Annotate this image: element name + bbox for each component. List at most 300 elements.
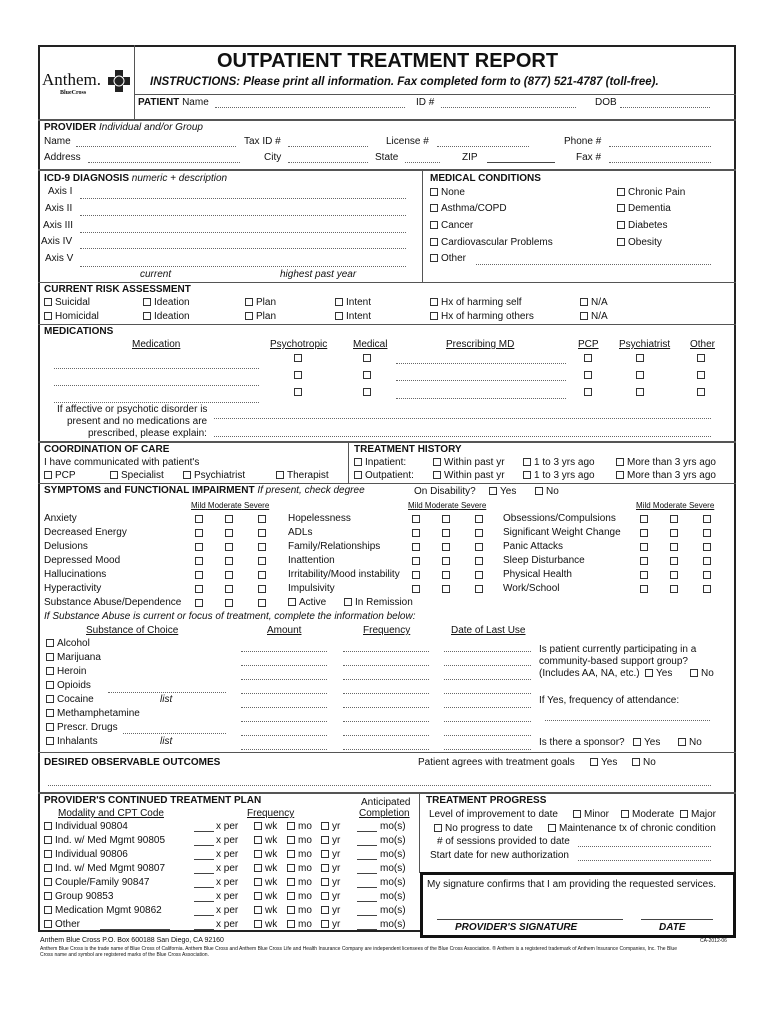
substance-marijuana[interactable]: Marijuana <box>46 652 101 664</box>
attendance-field[interactable] <box>545 720 710 721</box>
checkbox[interactable] <box>321 850 329 858</box>
modality-option[interactable]: Ind. w/ Med Mgmt 90807 <box>44 863 165 875</box>
modality-option[interactable]: Group 90853 <box>44 891 113 903</box>
psychotropic-checkbox[interactable] <box>294 388 302 396</box>
condition-none[interactable]: None <box>430 187 465 199</box>
checkbox[interactable] <box>254 864 262 872</box>
sessions-field[interactable] <box>578 846 711 847</box>
freq-count-field[interactable] <box>194 873 214 874</box>
checkbox[interactable] <box>678 738 686 746</box>
mild-checkbox[interactable] <box>195 557 203 565</box>
mo-option[interactable]: mo <box>287 905 312 917</box>
checkbox[interactable] <box>621 810 629 818</box>
yr-option[interactable]: yr <box>321 877 340 889</box>
last-use-field[interactable] <box>444 707 531 708</box>
severe-checkbox[interactable] <box>258 571 266 579</box>
checkbox[interactable] <box>46 695 54 703</box>
condition-obesity[interactable]: Obesity <box>617 237 662 249</box>
moderate-checkbox[interactable] <box>225 599 233 607</box>
risk-homicidal[interactable]: Homicidal <box>44 311 99 323</box>
outcomes-field[interactable] <box>48 785 711 786</box>
checkbox[interactable] <box>321 864 329 872</box>
dob-field[interactable] <box>620 107 710 108</box>
risk-suicidal[interactable]: Suicidal <box>44 297 90 309</box>
freq-count-field[interactable] <box>194 845 214 846</box>
severe-checkbox[interactable] <box>703 557 711 565</box>
moderate-checkbox[interactable] <box>225 529 233 537</box>
moderate-checkbox[interactable] <box>670 515 678 523</box>
signature-field[interactable] <box>437 919 623 920</box>
checkbox[interactable] <box>288 598 296 606</box>
checkbox[interactable] <box>430 188 438 196</box>
last-use-field[interactable] <box>444 679 531 680</box>
medication-field[interactable] <box>54 385 259 386</box>
freq-count-field[interactable] <box>194 915 214 916</box>
completion-field[interactable] <box>357 831 377 832</box>
condition-other[interactable]: Other <box>430 253 466 265</box>
checkbox[interactable] <box>46 639 54 647</box>
risk-s-ideation[interactable]: Ideation <box>143 297 190 309</box>
checkbox[interactable] <box>254 878 262 886</box>
mild-checkbox[interactable] <box>412 529 420 537</box>
patient-id-field[interactable] <box>441 107 576 108</box>
moderate-checkbox[interactable] <box>225 571 233 579</box>
mild-checkbox[interactable] <box>412 571 420 579</box>
modality-option[interactable]: Ind. w/ Med Mgmt 90805 <box>44 835 165 847</box>
severe-checkbox[interactable] <box>703 543 711 551</box>
risk-s-na[interactable]: N/A <box>580 297 608 309</box>
outpatient-within-yr[interactable]: Within past yr <box>433 470 505 482</box>
last-use-field[interactable] <box>444 749 531 750</box>
wk-option[interactable]: wk <box>254 821 277 833</box>
taxid-field[interactable] <box>288 146 368 147</box>
checkbox[interactable] <box>335 312 343 320</box>
checkbox[interactable] <box>46 653 54 661</box>
checkbox[interactable] <box>287 906 295 914</box>
substance-heroin[interactable]: Heroin <box>46 666 86 678</box>
inpatient-1-3-yrs[interactable]: 1 to 3 yrs ago <box>523 457 595 469</box>
checkbox[interactable] <box>46 737 54 745</box>
fax-field[interactable] <box>609 162 711 163</box>
other-checkbox[interactable] <box>697 371 705 379</box>
moderate-checkbox[interactable] <box>442 515 450 523</box>
checkbox[interactable] <box>44 822 52 830</box>
mild-checkbox[interactable] <box>412 585 420 593</box>
checkbox[interactable] <box>143 312 151 320</box>
mild-checkbox[interactable] <box>640 515 648 523</box>
completion-field[interactable] <box>357 929 377 930</box>
modality-option[interactable]: Individual 90804 <box>44 821 128 833</box>
amount-field[interactable] <box>241 735 327 736</box>
completion-field[interactable] <box>357 901 377 902</box>
moderate-checkbox[interactable] <box>442 543 450 551</box>
moderate-checkbox[interactable] <box>442 557 450 565</box>
checkbox[interactable] <box>321 920 329 928</box>
checkbox[interactable] <box>287 920 295 928</box>
psychotropic-checkbox[interactable] <box>294 354 302 362</box>
checkbox[interactable] <box>430 312 438 320</box>
amount-field[interactable] <box>241 707 327 708</box>
moderate-checkbox[interactable] <box>670 585 678 593</box>
checkbox[interactable] <box>254 836 262 844</box>
checkbox[interactable] <box>287 836 295 844</box>
checkbox[interactable] <box>245 312 253 320</box>
checkbox[interactable] <box>44 878 52 886</box>
wk-option[interactable]: wk <box>254 877 277 889</box>
amount-field[interactable] <box>241 665 327 666</box>
wk-option[interactable]: wk <box>254 919 277 931</box>
checkbox[interactable] <box>616 471 624 479</box>
medical-checkbox[interactable] <box>363 388 371 396</box>
level-major[interactable]: Major <box>680 809 716 821</box>
substance-inhalants[interactable]: Inhalants <box>46 736 98 748</box>
axis-2-field[interactable] <box>80 215 406 216</box>
checkbox[interactable] <box>335 298 343 306</box>
checkbox[interactable] <box>617 221 625 229</box>
checkbox[interactable] <box>254 906 262 914</box>
yr-option[interactable]: yr <box>321 849 340 861</box>
severe-checkbox[interactable] <box>258 543 266 551</box>
level-minor[interactable]: Minor <box>573 809 609 821</box>
checkbox[interactable] <box>276 471 284 479</box>
risk-h-ideation[interactable]: Ideation <box>143 311 190 323</box>
city-field[interactable] <box>288 162 368 163</box>
mild-checkbox[interactable] <box>640 557 648 565</box>
prescribing-md-field[interactable] <box>396 380 566 381</box>
support-yes[interactable]: Yes <box>645 668 672 680</box>
checkbox[interactable] <box>321 878 329 886</box>
prescribing-md-field[interactable] <box>396 363 566 364</box>
pcp-checkbox[interactable] <box>584 388 592 396</box>
pcp-checkbox[interactable] <box>584 371 592 379</box>
checkbox[interactable] <box>46 709 54 717</box>
zip-field[interactable] <box>487 162 555 163</box>
checkbox[interactable] <box>430 204 438 212</box>
checkbox[interactable] <box>680 810 688 818</box>
medication-field[interactable] <box>54 368 259 369</box>
moderate-checkbox[interactable] <box>442 529 450 537</box>
axis-5-field[interactable] <box>80 266 406 267</box>
severe-checkbox[interactable] <box>703 585 711 593</box>
mo-option[interactable]: mo <box>287 835 312 847</box>
severe-checkbox[interactable] <box>258 557 266 565</box>
last-use-field[interactable] <box>444 651 531 652</box>
yr-option[interactable]: yr <box>321 891 340 903</box>
start-date-field[interactable] <box>578 860 711 861</box>
moderate-checkbox[interactable] <box>670 529 678 537</box>
risk-h-na[interactable]: N/A <box>580 311 608 323</box>
risk-h-intent[interactable]: Intent <box>335 311 371 323</box>
moderate-checkbox[interactable] <box>225 515 233 523</box>
checkbox[interactable] <box>430 298 438 306</box>
last-use-field[interactable] <box>444 721 531 722</box>
checkbox[interactable] <box>632 758 640 766</box>
moderate-checkbox[interactable] <box>442 585 450 593</box>
inpatient-within-yr[interactable]: Within past yr <box>433 457 505 469</box>
medical-checkbox[interactable] <box>363 354 371 362</box>
mild-checkbox[interactable] <box>412 515 420 523</box>
severe-checkbox[interactable] <box>475 585 483 593</box>
freq-count-field[interactable] <box>194 859 214 860</box>
checkbox[interactable] <box>183 471 191 479</box>
modality-option[interactable]: Couple/Family 90847 <box>44 877 150 889</box>
checkbox[interactable] <box>344 598 352 606</box>
severe-checkbox[interactable] <box>258 515 266 523</box>
checkbox[interactable] <box>46 681 54 689</box>
amount-field[interactable] <box>241 749 327 750</box>
frequency-field[interactable] <box>343 721 429 722</box>
checkbox[interactable] <box>287 850 295 858</box>
amount-field[interactable] <box>241 693 327 694</box>
modality-option[interactable]: Medication Mgmt 90862 <box>44 905 162 917</box>
freq-count-field[interactable] <box>194 887 214 888</box>
mo-option[interactable]: mo <box>287 919 312 931</box>
checkbox[interactable] <box>321 906 329 914</box>
provider-name-field[interactable] <box>76 146 236 147</box>
checkbox[interactable] <box>287 878 295 886</box>
severe-checkbox[interactable] <box>703 515 711 523</box>
psychotropic-checkbox[interactable] <box>294 371 302 379</box>
psychiatrist-checkbox[interactable] <box>636 354 644 362</box>
substance-opioids[interactable]: Opioids <box>46 680 91 692</box>
modality-option[interactable]: Individual 90806 <box>44 849 128 861</box>
moderate-checkbox[interactable] <box>225 543 233 551</box>
condition-asthma[interactable]: Asthma/COPD <box>430 203 507 215</box>
condition-other-field[interactable] <box>476 264 711 265</box>
moderate-checkbox[interactable] <box>670 557 678 565</box>
checkbox[interactable] <box>633 738 641 746</box>
condition-diabetes[interactable]: Diabetes <box>617 220 667 232</box>
completion-field[interactable] <box>357 845 377 846</box>
checkbox[interactable] <box>580 298 588 306</box>
moderate-checkbox[interactable] <box>225 585 233 593</box>
checkbox[interactable] <box>433 471 441 479</box>
maintenance[interactable]: Maintenance tx of chronic condition <box>548 823 716 835</box>
checkbox[interactable] <box>44 312 52 320</box>
checkbox[interactable] <box>44 298 52 306</box>
severe-checkbox[interactable] <box>258 599 266 607</box>
checkbox[interactable] <box>321 836 329 844</box>
axis-3-field[interactable] <box>80 232 406 233</box>
mild-checkbox[interactable] <box>640 529 648 537</box>
checkbox[interactable] <box>523 471 531 479</box>
amount-field[interactable] <box>241 721 327 722</box>
amount-field[interactable] <box>241 679 327 680</box>
substance-alcohol[interactable]: Alcohol <box>46 638 90 650</box>
checkbox[interactable] <box>535 487 543 495</box>
checkbox[interactable] <box>690 669 698 677</box>
medical-checkbox[interactable] <box>363 371 371 379</box>
risk-s-plan[interactable]: Plan <box>245 297 276 309</box>
checkbox[interactable] <box>645 669 653 677</box>
checkbox[interactable] <box>287 892 295 900</box>
frequency-field[interactable] <box>343 707 429 708</box>
frequency-field[interactable] <box>343 735 429 736</box>
mild-checkbox[interactable] <box>412 543 420 551</box>
checkbox[interactable] <box>430 238 438 246</box>
level-moderate[interactable]: Moderate <box>621 809 674 821</box>
mild-checkbox[interactable] <box>640 543 648 551</box>
yr-option[interactable]: yr <box>321 835 340 847</box>
yr-option[interactable]: yr <box>321 905 340 917</box>
mo-option[interactable]: mo <box>287 863 312 875</box>
checkbox[interactable] <box>44 836 52 844</box>
moderate-checkbox[interactable] <box>670 543 678 551</box>
substance-prescr[interactable]: Prescr. Drugs <box>46 722 118 734</box>
checkbox[interactable] <box>430 221 438 229</box>
yr-option[interactable]: yr <box>321 863 340 875</box>
mild-checkbox[interactable] <box>412 557 420 565</box>
risk-s-intent[interactable]: Intent <box>335 297 371 309</box>
mild-checkbox[interactable] <box>195 529 203 537</box>
axis-4-field[interactable] <box>80 248 406 249</box>
no-progress[interactable]: No progress to date <box>434 823 533 835</box>
checkbox[interactable] <box>580 312 588 320</box>
mild-checkbox[interactable] <box>640 571 648 579</box>
checkbox[interactable] <box>354 471 362 479</box>
checkbox[interactable] <box>44 850 52 858</box>
moderate-checkbox[interactable] <box>670 571 678 579</box>
checkbox[interactable] <box>523 458 531 466</box>
last-use-field[interactable] <box>444 735 531 736</box>
sponsor-yes[interactable]: Yes <box>633 737 660 749</box>
psychiatrist-checkbox[interactable] <box>636 371 644 379</box>
checkbox[interactable] <box>44 920 52 928</box>
sponsor-no[interactable]: No <box>678 737 702 749</box>
medication-field[interactable] <box>54 402 259 403</box>
address-field[interactable] <box>88 162 240 163</box>
state-field[interactable] <box>405 162 440 163</box>
coord-therapist[interactable]: Therapist <box>276 470 329 482</box>
outpatient-3plus-yrs[interactable]: More than 3 yrs ago <box>616 470 716 482</box>
checkbox[interactable] <box>287 822 295 830</box>
mo-option[interactable]: mo <box>287 849 312 861</box>
mild-checkbox[interactable] <box>195 515 203 523</box>
license-field[interactable] <box>437 146 529 147</box>
explain-field-2[interactable] <box>214 436 711 437</box>
condition-dementia[interactable]: Dementia <box>617 203 671 215</box>
wk-option[interactable]: wk <box>254 863 277 875</box>
completion-field[interactable] <box>357 887 377 888</box>
frequency-field[interactable] <box>343 693 429 694</box>
mo-option[interactable]: mo <box>287 891 312 903</box>
last-use-field[interactable] <box>444 665 531 666</box>
condition-cardiovascular[interactable]: Cardiovascular Problems <box>430 237 553 249</box>
checkbox[interactable] <box>617 204 625 212</box>
psychiatrist-checkbox[interactable] <box>636 388 644 396</box>
checkbox[interactable] <box>573 810 581 818</box>
checkbox[interactable] <box>254 850 262 858</box>
inpatient-3plus-yrs[interactable]: More than 3 yrs ago <box>616 457 716 469</box>
severe-checkbox[interactable] <box>475 557 483 565</box>
support-no[interactable]: No <box>690 668 714 680</box>
prescr-list-field[interactable] <box>123 733 226 734</box>
date-field[interactable] <box>641 919 713 920</box>
checkbox[interactable] <box>46 723 54 731</box>
risk-h-plan[interactable]: Plan <box>245 311 276 323</box>
severe-checkbox[interactable] <box>475 529 483 537</box>
checkbox[interactable] <box>44 906 52 914</box>
completion-field[interactable] <box>357 873 377 874</box>
checkbox[interactable] <box>354 458 362 466</box>
wk-option[interactable]: wk <box>254 905 277 917</box>
disability-yes[interactable]: Yes <box>489 486 516 498</box>
disability-no[interactable]: No <box>535 486 559 498</box>
frequency-field[interactable] <box>343 665 429 666</box>
substance-active[interactable]: Active <box>288 597 326 609</box>
checkbox[interactable] <box>46 667 54 675</box>
modality-option[interactable]: Other <box>44 919 80 931</box>
checkbox[interactable] <box>548 824 556 832</box>
mild-checkbox[interactable] <box>195 571 203 579</box>
freq-count-field[interactable] <box>194 901 214 902</box>
checkbox[interactable] <box>430 254 438 262</box>
checkbox[interactable] <box>433 458 441 466</box>
phone-field[interactable] <box>609 146 711 147</box>
severe-checkbox[interactable] <box>475 571 483 579</box>
risk-hx-self[interactable]: Hx of harming self <box>430 297 522 309</box>
risk-hx-others[interactable]: Hx of harming others <box>430 311 534 323</box>
outpatient[interactable]: Outpatient: <box>354 470 414 482</box>
wk-option[interactable]: wk <box>254 835 277 847</box>
moderate-checkbox[interactable] <box>225 557 233 565</box>
checkbox[interactable] <box>254 892 262 900</box>
substance-meth[interactable]: Methamphetamine <box>46 708 140 720</box>
checkbox[interactable] <box>321 892 329 900</box>
coord-psychiatrist[interactable]: Psychiatrist <box>183 470 245 482</box>
checkbox[interactable] <box>44 864 52 872</box>
coord-specialist[interactable]: Specialist <box>110 470 164 482</box>
freq-count-field[interactable] <box>194 831 214 832</box>
other-modality-field[interactable] <box>100 929 170 930</box>
yr-option[interactable]: yr <box>321 821 340 833</box>
other-checkbox[interactable] <box>697 354 705 362</box>
frequency-field[interactable] <box>343 651 429 652</box>
mo-option[interactable]: mo <box>287 821 312 833</box>
mild-checkbox[interactable] <box>195 599 203 607</box>
checkbox[interactable] <box>617 238 625 246</box>
checkbox[interactable] <box>110 471 118 479</box>
other-checkbox[interactable] <box>697 388 705 396</box>
last-use-field[interactable] <box>444 693 531 694</box>
severe-checkbox[interactable] <box>258 585 266 593</box>
agree-no[interactable]: No <box>632 757 656 769</box>
pcp-checkbox[interactable] <box>584 354 592 362</box>
severe-checkbox[interactable] <box>475 515 483 523</box>
completion-field[interactable] <box>357 859 377 860</box>
outpatient-1-3-yrs[interactable]: 1 to 3 yrs ago <box>523 470 595 482</box>
moderate-checkbox[interactable] <box>442 571 450 579</box>
yr-option[interactable]: yr <box>321 919 340 931</box>
severe-checkbox[interactable] <box>258 529 266 537</box>
condition-chronic-pain[interactable]: Chronic Pain <box>617 187 685 199</box>
freq-count-field[interactable] <box>194 929 214 930</box>
inpatient[interactable]: Inpatient: <box>354 457 406 469</box>
mild-checkbox[interactable] <box>640 585 648 593</box>
patient-name-field[interactable] <box>215 107 405 108</box>
severe-checkbox[interactable] <box>475 543 483 551</box>
completion-field[interactable] <box>357 915 377 916</box>
mild-checkbox[interactable] <box>195 585 203 593</box>
explain-field-1[interactable] <box>214 418 711 419</box>
amount-field[interactable] <box>241 651 327 652</box>
frequency-field[interactable] <box>343 749 429 750</box>
checkbox[interactable] <box>245 298 253 306</box>
axis-1-field[interactable] <box>80 198 406 199</box>
checkbox[interactable] <box>590 758 598 766</box>
severe-checkbox[interactable] <box>703 529 711 537</box>
severe-checkbox[interactable] <box>703 571 711 579</box>
